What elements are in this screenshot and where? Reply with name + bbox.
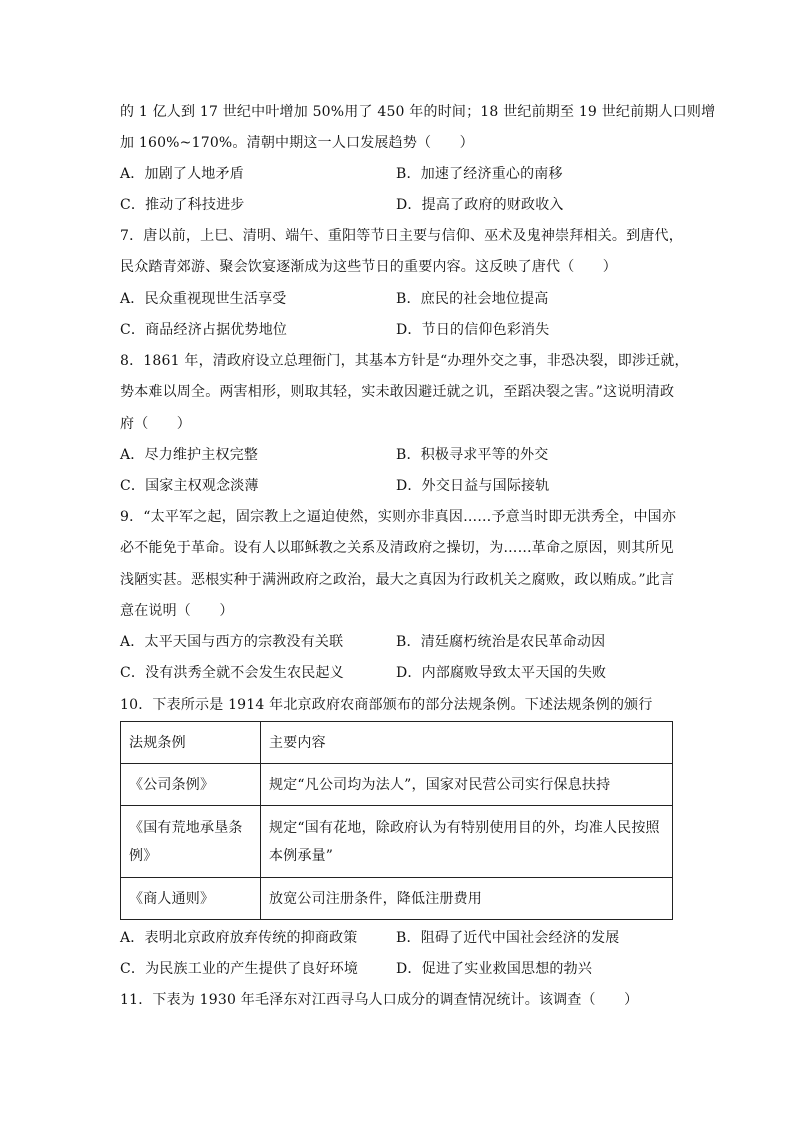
q6-option-c: C．推动了科技进步 [120,197,245,213]
q8-stem-line-2: 势本难以周全。两害相形，则取其轻，实未敢因避迁就之讥，至蹈决裂之害。”这说明清政 [120,384,675,400]
table-cell: 规定“国有花地，除政府认为有特别使用目的外，均准人民按照本例承量” [261,806,673,878]
table-row [121,806,673,878]
q8-option-c: C．国家主权观念淡薄 [120,478,259,494]
q8-option-d: D．外交日益与国际接轨 [396,478,550,494]
q7-stem-line-2: 民众踏青郊游、聚会饮宴逐渐成为这些节日的重要内容。这反映了唐代（ ） [120,259,617,275]
q6-stem-line-1: 的 1 亿人到 17 世纪中叶增加 50%用了 450 年的时间；18 世纪前期至 19 世纪前期人口则增 [120,104,716,120]
table-cell: 规定“凡公司均为法人”，国家对民营公司实行保息扶持 [261,764,673,806]
q9-stem-line-4: 意在说明（ ） [120,603,234,619]
q6-option-a: A．加剧了人地矛盾 [120,166,244,182]
q9-stem-line-2: 必不能免于革命。设有人以耶稣教之关系及清政府之操切，为……革命之原因，则其所见 [120,540,674,556]
q10-option-d: D．促进了实业救国思想的勃兴 [396,961,593,977]
table-header-cell: 主要内容 [261,722,673,764]
q6-option-b: B．加速了经济重心的南移 [396,166,563,182]
q10-law-table [120,721,673,920]
q9-option-c: C．没有洪秀全就不会发生农民起义 [120,665,344,681]
q10-stem-line-1: 10．下表所示是 1914 年北京政府农商部颁布的部分法规条例。下述法规条例的颁行 [120,697,653,713]
q8-option-b: B．积极寻求平等的外交 [396,447,549,463]
q7-option-c: C．商品经济占据优势地位 [120,322,288,338]
q9-stem-line-1: 9．“太平军之起，固宗教上之逼迫使然，实则亦非真因……予意当时即无洪秀全，中国亦 [120,509,677,525]
table-header-row [121,722,673,764]
q8-stem-line-1: 8．1861 年，清政府设立总理衙门，其基本方针是“办理外交之事，非恐决裂，即涉迁就， [120,353,689,369]
table-cell: 《公司条例》 [121,764,261,806]
q10-option-a: A．表明北京政府放弃传统的抑商政策 [120,930,358,946]
q9-option-b: B．清廷腐朽统治是农民革命动因 [396,634,606,650]
q7-option-b: B．庶民的社会地位提高 [396,291,549,307]
table-cell: 《国有荒地承垦条例》 [121,806,261,878]
q9-option-d: D．内部腐败导致太平天国的失败 [396,665,607,681]
q6-stem-line-2: 加 160%~170%。清朝中期这一人口发展趋势（ ） [120,135,474,151]
table-cell: 放宽公司注册条件，降低注册费用 [261,878,673,920]
q10-option-c: C．为民族工业的产生提供了良好环境 [120,961,359,977]
q9-stem-line-3: 浅陋实甚。恶根实种于满洲政府之政治，最大之真因为行政机关之腐败，政以贿成。”此言 [120,572,675,588]
q11-stem-line-1: 11．下表为 1930 年毛泽东对江西寻乌人口成分的调查情况统计。该调查（ ） [120,992,639,1008]
table-row [121,764,673,806]
table-row [121,878,673,920]
table-cell: 《商人通则》 [121,878,261,920]
q9-option-a: A．太平天国与西方的宗教没有关联 [120,634,344,650]
q7-option-a: A．民众重视现世生活享受 [120,291,287,307]
q7-stem-line-1: 7．唐以前，上巳、清明、端午、重阳等节日主要与信仰、巫术及鬼神崇拜相关。到唐代， [120,228,683,244]
q7-option-d: D．节日的信仰色彩消失 [396,322,550,338]
q6-option-d: D．提高了政府的财政收入 [396,197,564,213]
q8-stem-line-3: 府（ ） [120,416,191,432]
table-header-cell: 法规条例 [121,722,261,764]
q10-option-b: B．阻碍了近代中国社会经济的发展 [396,930,620,946]
q8-option-a: A．尽力维护主权完整 [120,447,259,463]
